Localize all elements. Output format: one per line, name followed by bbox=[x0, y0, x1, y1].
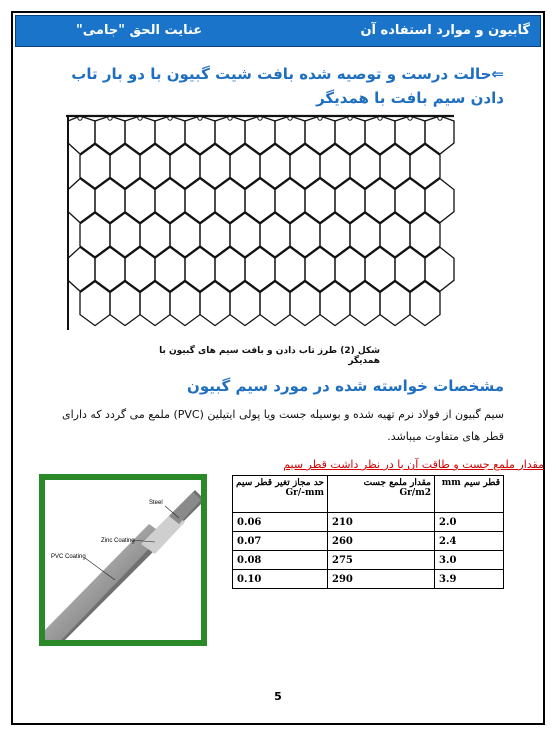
cell-tolerance: 0.06 bbox=[233, 513, 328, 532]
header-title: گابیون و موارد استفاده آن bbox=[360, 23, 530, 38]
cell-zinc-amount: 260 bbox=[328, 532, 435, 551]
wire-spec-table bbox=[232, 475, 504, 589]
header-tolerance: حد مجاز تغیر قطر سیم Gr/-mm bbox=[233, 476, 328, 513]
table-header-row bbox=[233, 476, 504, 513]
header-diameter: قطر سیم mm bbox=[435, 476, 504, 513]
page-header bbox=[15, 15, 541, 47]
cell-tolerance: 0.08 bbox=[233, 551, 328, 570]
table-row bbox=[233, 570, 504, 589]
cell-diameter: 2.0 bbox=[435, 513, 504, 532]
cell-tolerance: 0.10 bbox=[233, 570, 328, 589]
section-heading-weave: ⇐حالت درست و توصیه شده بافت شیت گبیون با دو بار تاب دادن سیم بافت با همدیگر bbox=[71, 65, 504, 107]
cell-diameter: 2.4 bbox=[435, 532, 504, 551]
coating-subheading: مقدار ملمع جست و طاقت آن با در نظر داشت قطر سیم bbox=[283, 458, 544, 471]
cell-tolerance: 0.07 bbox=[233, 532, 328, 551]
cell-zinc-amount: 275 bbox=[328, 551, 435, 570]
table-row bbox=[233, 513, 504, 532]
zinc-coating-label: Zinc Coating bbox=[101, 538, 135, 544]
page-number: 5 bbox=[274, 690, 282, 703]
header-zinc-amount: مقدار ملمع جست Gr/m2 bbox=[328, 476, 435, 513]
gabion-mesh-figure bbox=[64, 112, 456, 332]
table-row bbox=[233, 551, 504, 570]
cell-diameter: 3.0 bbox=[435, 551, 504, 570]
pvc-coating-label: PVC Coating bbox=[51, 554, 86, 560]
wire-description-paragraph: سیم گبیون از فولاد نرم تهیه شده و بوسیله جست ویا پولی ایتیلین (PVC) ملمع می گردد که دارای قطر های متفاوت میباشد. bbox=[62, 408, 504, 443]
coated-wire-photo bbox=[39, 474, 207, 646]
header-author: عنایت الحق "جامی" bbox=[76, 23, 203, 38]
cell-diameter: 3.9 bbox=[435, 570, 504, 589]
steel-label: Steel bbox=[149, 500, 163, 506]
cell-zinc-amount: 290 bbox=[328, 570, 435, 589]
table-row bbox=[233, 532, 504, 551]
section-heading-wire-specs: مشخصات خواسته شده در مورد سیم گبیون bbox=[187, 377, 504, 395]
cell-zinc-amount: 210 bbox=[328, 513, 435, 532]
figure-caption: شکل (2) طرز تاب دادن و بافت سیم های گبیون با همدیگر bbox=[159, 346, 380, 366]
